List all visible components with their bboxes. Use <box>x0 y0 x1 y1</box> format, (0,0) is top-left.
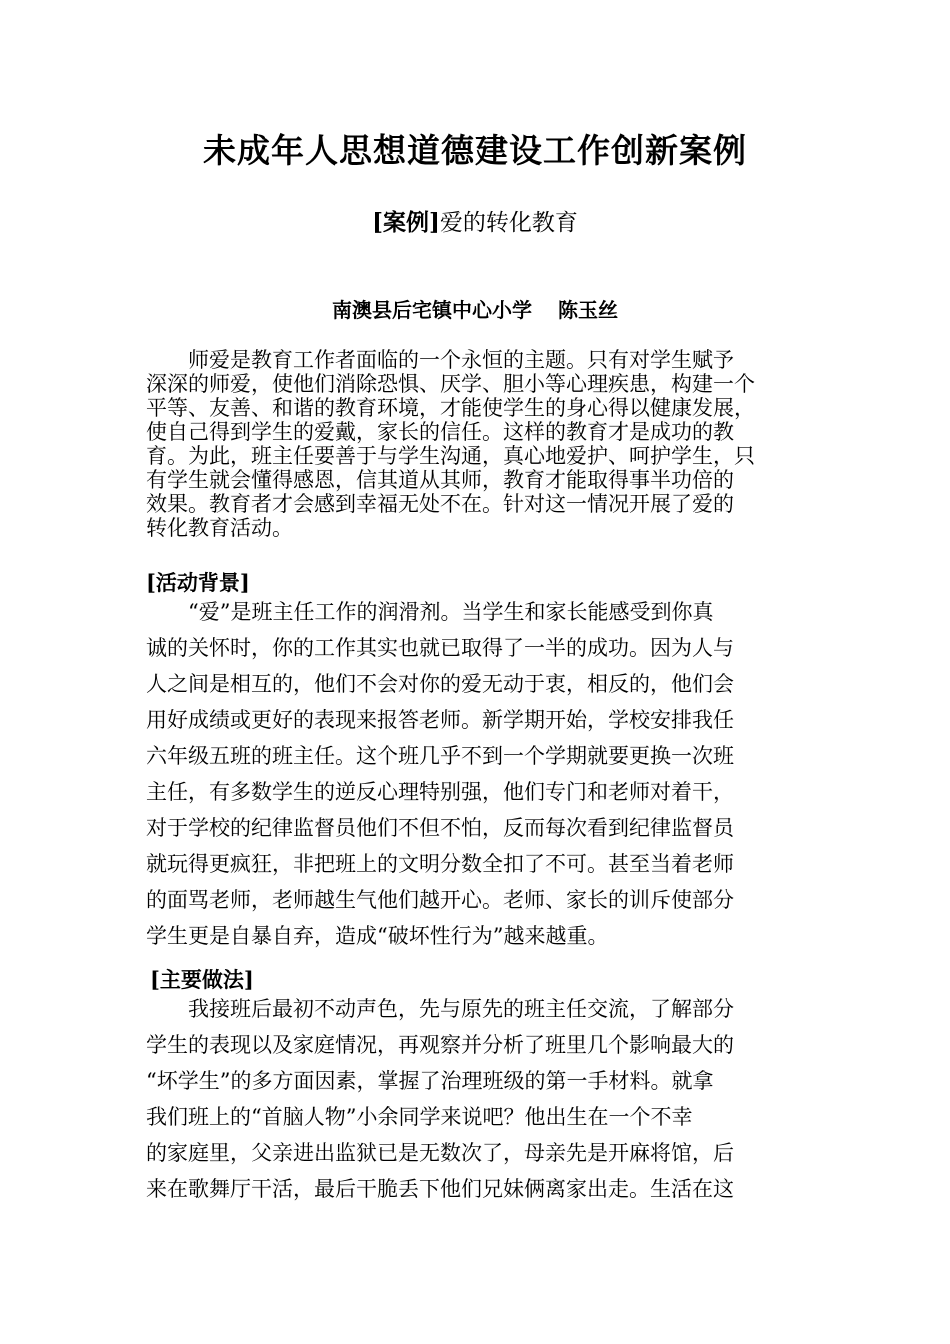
text-line: 我们班上的“首脑人物”小余同学来说吧？他出生在一个不幸 <box>146 1105 693 1129</box>
author-school: 南澳县后宅镇中心小学 <box>332 298 532 322</box>
text-line: 就玩得更疯狂，非把班上的文明分数全扣了不可。甚至当着老师 <box>146 852 734 876</box>
case-subtitle <box>0 206 950 240</box>
text-line: 用好成绩或更好的表现来报答老师。新学期开始，学校安排我任 <box>146 708 734 732</box>
text-line: 使自己得到学生的爱戴，家长的信任。这样的教育才是成功的教 <box>146 420 734 444</box>
text-line: “爱”是班主任工作的润滑剂。当学生和家长能感受到你真 <box>146 600 714 624</box>
section-heading-background: [活动背景] <box>146 570 250 595</box>
text-line: 我接班后最初不动声色，先与原先的班主任交流，了解部分 <box>146 997 734 1021</box>
text-line: 六年级五班的班主任。这个班几乎不到一个学期就要更换一次班 <box>146 744 734 768</box>
text-line: 来在歌舞厅干活，最后干脆丢下他们兄妹俩离家出走。生活在这 <box>146 1177 734 1201</box>
author-name: 陈玉丝 <box>558 298 618 322</box>
methods-paragraph <box>146 991 806 1207</box>
text-line: 深深的师爱，使他们消除恐惧、厌学、胆小等心理疾患，构建一个 <box>146 372 755 396</box>
text-line: 主任，有多数学生的逆反心理特别强，他们专门和老师对着干， <box>146 780 734 804</box>
author-line <box>0 294 950 326</box>
background-paragraph <box>146 594 806 954</box>
text-line: 师爱是教育工作者面临的一个永恒的主题。只有对学生赋予 <box>146 348 734 372</box>
text-line: 育。为此，班主任要善于与学生沟通，真心地爱护、呵护学生，只 <box>146 444 755 468</box>
text-line: 学生更是自暴自弃，造成“破坏性行为”越来越重。 <box>146 924 609 948</box>
intro-paragraph <box>146 348 806 540</box>
text-line: 学生的表现以及家庭情况，再观察并分析了班里几个影响最大的 <box>146 1033 734 1057</box>
case-tag: [案例] <box>372 209 440 236</box>
text-line: 有学生就会懂得感恩，信其道从其师，教育才能取得事半功倍的 <box>146 468 734 492</box>
text-line: 的家庭里，父亲进出监狱已是无数次了，母亲先是开麻将馆，后 <box>146 1141 734 1165</box>
document-title: 未成年人思想道德建设工作创新案例 <box>203 131 747 170</box>
text-line: 诚的关怀时，你的工作其实也就已取得了一半的成功。因为人与 <box>146 636 734 660</box>
text-line: 效果。教育者才会感到幸福无处不在。针对这一情况开展了爱的 <box>146 492 734 516</box>
section-heading-methods: [主要做法] <box>150 967 254 992</box>
text-line: “坏学生”的多方面因素，掌握了治理班级的第一手材料。就拿 <box>146 1069 714 1093</box>
text-line: 平等、友善、和谐的教育环境，才能使学生的身心得以健康发展， <box>146 396 755 420</box>
text-line: 对于学校的纪律监督员他们不但不怕，反而每次看到纪律监督员 <box>146 816 734 840</box>
text-line: 人之间是相互的，他们不会对你的爱无动于衷，相反的，他们会 <box>146 672 734 696</box>
text-line: 的面骂老师，老师越生气他们越开心。老师、家长的训斥使部分 <box>146 888 734 912</box>
case-name: 爱的转化教育 <box>439 210 578 236</box>
text-line: 转化教育活动。 <box>146 516 293 540</box>
